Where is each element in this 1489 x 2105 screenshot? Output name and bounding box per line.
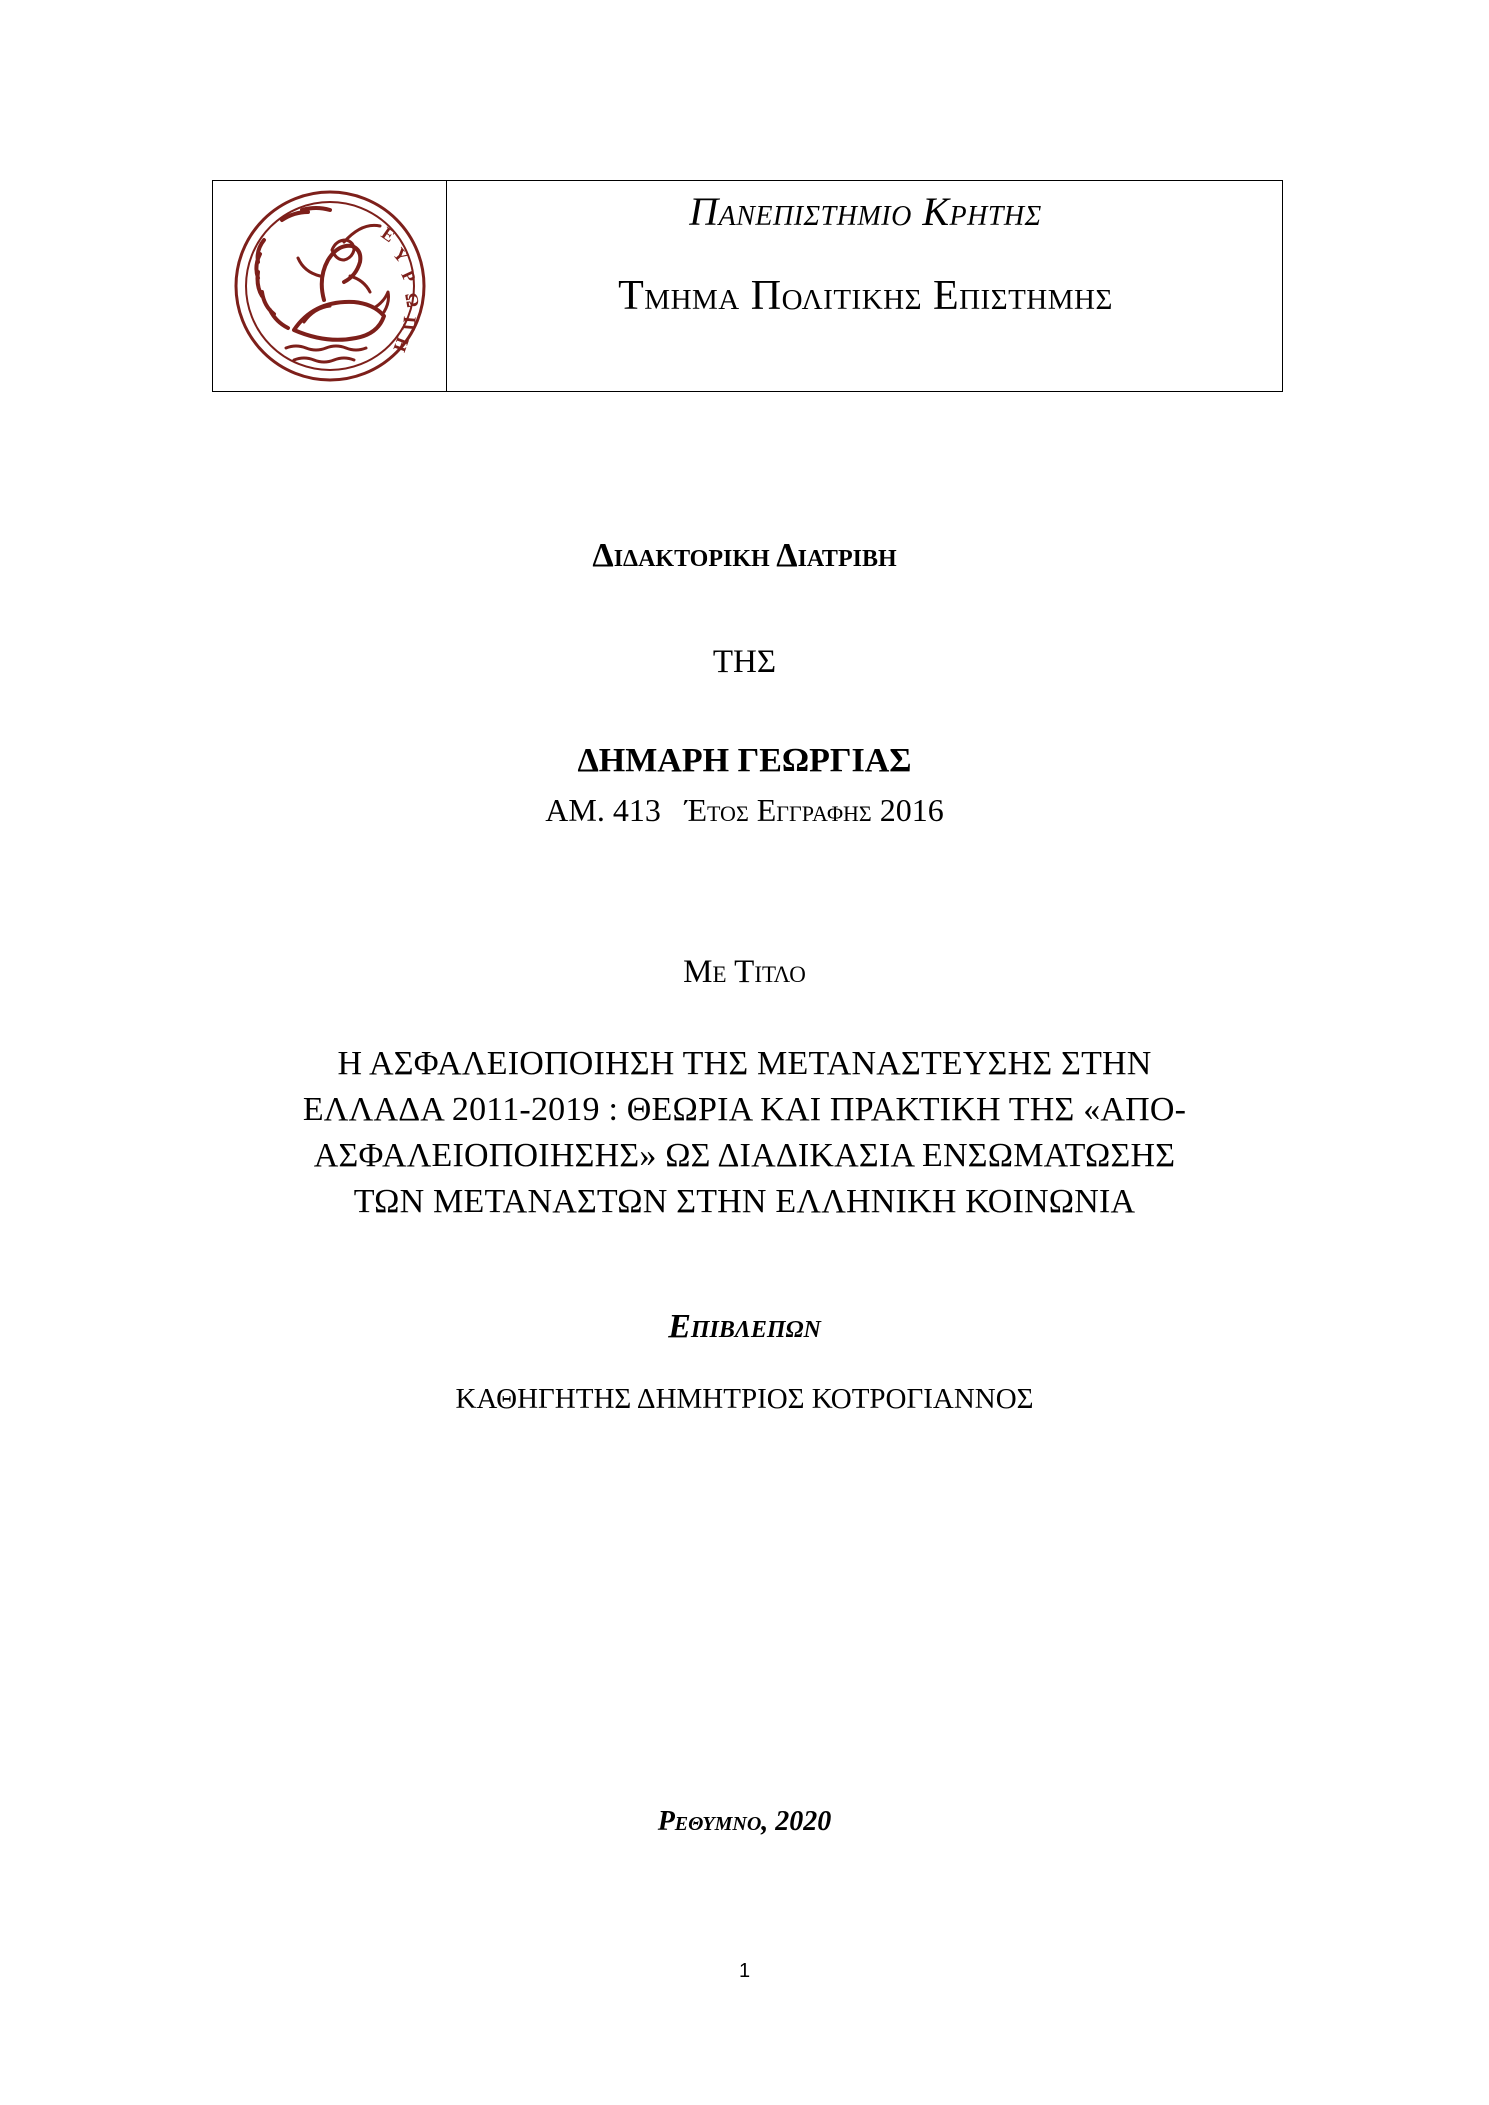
document-type: Διδακτορικη Διατριβη bbox=[592, 537, 897, 574]
supervisor-name: ΚΑΘΗΓΗΤΗΣ ΔΗΜΗΤΡΙΟΣ ΚΟΤΡΟΓΙΑΝΝΟΣ bbox=[455, 1383, 1034, 1415]
thesis-title-line: Η ΑΣΦΑΛΕΙΟΠΟΙΗΣΗ ΤΗΣ ΜΕΤΑΝΑΣΤΕΥΣΗΣ ΣΤΗΝ bbox=[337, 1045, 1152, 1082]
svg-text:Υ: Υ bbox=[388, 243, 413, 267]
svg-text:Π: Π bbox=[398, 315, 420, 332]
seal-graphic bbox=[224, 180, 436, 392]
thesis-title-line: ΕΛΛΑΔΑ 2011-2019 : ΘΕΩΡΙΑ ΚΑΙ ΠΡΑΚΤΙΚΗ ΤΗΣ «ΑΠΟ- bbox=[302, 1091, 1187, 1128]
university-name: Πανεπιστημιο Κρητης bbox=[689, 189, 1042, 234]
of-label: ΤΗΣ bbox=[712, 644, 777, 680]
department-name: Τμημα Πολιτικης Επιστημης bbox=[618, 273, 1113, 319]
supervisor-heading: Επιβλεπων bbox=[668, 1308, 821, 1345]
with-title-label: Με Τιτλο bbox=[683, 954, 806, 990]
place-and-date: Ρεθυμνο, 2020 bbox=[657, 1806, 832, 1837]
svg-text:Ε: Ε bbox=[377, 222, 400, 247]
page-number: 1 bbox=[738, 1960, 751, 1982]
registration-year: Έτος Εγγραφης 2016 bbox=[684, 792, 944, 828]
svg-text:Ω: Ω bbox=[401, 291, 424, 309]
svg-text:Η: Η bbox=[389, 334, 414, 355]
header-divider bbox=[446, 180, 447, 392]
svg-text:Ρ: Ρ bbox=[397, 267, 421, 286]
thesis-title-line: ΑΣΦΑΛΕΙΟΠΟΙΗΣΗΣ» ΩΣ ΔΙΑΔΙΚΑΣΙΑ ΕΝΣΩΜΑΤΩΣΗΣ bbox=[313, 1137, 1176, 1174]
registration-info bbox=[0, 792, 1489, 829]
registration-number: ΑΜ. 413 bbox=[545, 792, 661, 828]
university-seal-logo bbox=[224, 180, 436, 392]
thesis-title-line: ΤΩΝ ΜΕΤΑΝΑΣΤΩΝ ΣΤΗΝ ΕΛΛΗΝΙΚΗ ΚΟΙΝΩΝΙΑ bbox=[353, 1183, 1136, 1220]
author-name: ΔΗΜΑΡΗ ΓΕΩΡΓΙΑΣ bbox=[577, 742, 912, 779]
